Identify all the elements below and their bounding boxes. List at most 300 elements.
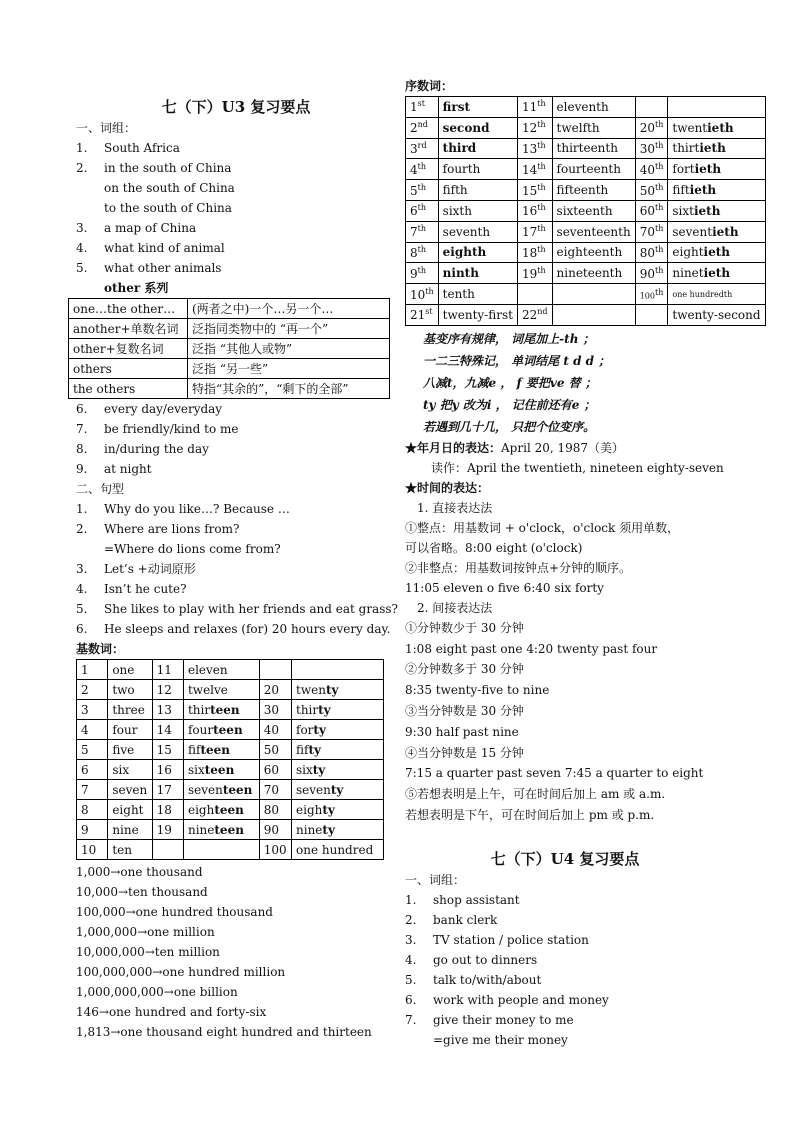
rhyme-line: 一二三特殊记， 单词结尾 t d d ； bbox=[423, 353, 611, 368]
cardinal-word-cell bbox=[108, 680, 152, 700]
u4-phrase-item bbox=[405, 950, 725, 970]
ordinal-word: sixteenth bbox=[556, 203, 613, 218]
suffix: ieth bbox=[707, 120, 734, 135]
cardinal-number: 20 bbox=[259, 680, 291, 700]
other-meaning: 特指“其余的”，“剩下的全部” bbox=[188, 379, 390, 399]
ordinal-word-cell bbox=[552, 242, 635, 263]
cardinal-word-cell bbox=[108, 780, 152, 800]
sentence-item bbox=[76, 519, 396, 539]
phrase-list bbox=[76, 138, 396, 278]
ordinal-word: fortieth bbox=[672, 162, 722, 177]
cardinal-row bbox=[77, 740, 384, 760]
suffix: teen bbox=[214, 802, 244, 817]
suffix: teen bbox=[222, 782, 253, 797]
cardinal-word: eighteen bbox=[187, 802, 244, 817]
cardinal-word: eighty bbox=[296, 802, 335, 817]
suffix: ieth bbox=[693, 203, 721, 218]
item-number: 4. bbox=[76, 582, 88, 596]
ordinal-word-cell bbox=[668, 263, 765, 284]
item-text: Why do you like…? Because … bbox=[104, 502, 290, 516]
ordinal-suffix: nd bbox=[537, 307, 548, 317]
ordinal-word-cell bbox=[552, 97, 635, 118]
item-text: She likes to play with her friends and eat grass? bbox=[104, 602, 398, 616]
item-text: =Where do lions come from? bbox=[104, 542, 281, 556]
indirect-line: 8:35 twenty-five to nine bbox=[405, 683, 550, 698]
cardinal-word: sixty bbox=[296, 762, 326, 777]
date-label: ★年月日的表达： bbox=[405, 440, 502, 455]
cardinal-number: 11 bbox=[152, 660, 183, 680]
ordinal-digits: 19 bbox=[521, 266, 538, 281]
suffix: teen bbox=[210, 702, 240, 717]
suffix: ty bbox=[308, 742, 321, 757]
big-number-item: 1,813→one thousand eight hundred and thirteen bbox=[76, 1025, 372, 1039]
ordinal-word-cell bbox=[438, 200, 517, 221]
cardinal-number: 90 bbox=[259, 820, 291, 840]
item-number: 3. bbox=[405, 932, 417, 947]
ordinal-word-cell bbox=[668, 284, 765, 305]
ordinal-word-cell bbox=[438, 221, 517, 242]
item-text: TV station / police station bbox=[433, 932, 589, 947]
cardinal-word: seven bbox=[112, 782, 148, 797]
cardinal-word-cell bbox=[108, 820, 152, 840]
ordinal-row bbox=[406, 263, 766, 284]
direct-line: 11:05 eleven o five 6:40 six forty bbox=[405, 580, 604, 595]
sentence-item bbox=[76, 619, 396, 639]
ordinal-word-cell bbox=[668, 117, 765, 138]
other-meaning: (两者之中)一个…另一个… bbox=[188, 299, 390, 319]
item-text: every day/everyday bbox=[104, 402, 223, 416]
left-column bbox=[73, 96, 398, 1042]
ordinal-suffix: th bbox=[417, 182, 427, 192]
u4-phrase-item bbox=[405, 890, 725, 910]
ordinal-word: fifth bbox=[442, 183, 468, 198]
cardinal-row bbox=[77, 800, 384, 820]
cardinal-word-cell bbox=[183, 800, 259, 820]
u4-phrase-list bbox=[405, 890, 725, 1050]
item-text: shop assistant bbox=[433, 892, 520, 907]
cardinal-word-cell bbox=[108, 740, 152, 760]
cardinal-word-cell bbox=[292, 780, 384, 800]
item-text: be friendly/kind to me bbox=[104, 422, 239, 436]
ordinal-digits: 90 bbox=[639, 266, 655, 281]
phrase-item bbox=[76, 198, 396, 218]
ordinal-number bbox=[406, 159, 439, 180]
ordinal-word: second bbox=[442, 120, 490, 135]
item-number: 7. bbox=[76, 422, 88, 436]
ordinal-suffix: st bbox=[417, 99, 425, 109]
cardinal-number: 8 bbox=[77, 800, 108, 820]
cardinal-number: 2 bbox=[77, 680, 108, 700]
ordinal-suffix: th bbox=[537, 224, 546, 234]
ordinal-word: eighteenth bbox=[556, 245, 623, 260]
cardinal-number: 3 bbox=[77, 700, 108, 720]
ordinal-digits: 18 bbox=[521, 245, 538, 260]
ordinal-row bbox=[406, 180, 766, 201]
right-column bbox=[405, 76, 761, 1050]
ordinal-digits: 14 bbox=[521, 162, 538, 177]
cardinal-word-cell bbox=[108, 760, 152, 780]
direct-line: ②非整点：用基数词按钟点+分钟的顺序。 bbox=[405, 560, 632, 575]
ordinal-suffix: rd bbox=[417, 140, 427, 150]
ordinal-digits: 12 bbox=[521, 121, 538, 136]
ordinal-word-cell bbox=[668, 180, 765, 201]
ordinal-digits: 17 bbox=[521, 225, 538, 240]
item-number: 2. bbox=[405, 912, 417, 927]
sentence-item bbox=[76, 539, 396, 559]
cardinal-number: 15 bbox=[152, 740, 183, 760]
suffix: ty bbox=[318, 702, 331, 717]
cardinal-number: 12 bbox=[152, 680, 183, 700]
cardinal-row bbox=[77, 660, 384, 680]
ordinal-digits: 7 bbox=[410, 225, 418, 240]
phrases-heading: 一、词组： bbox=[76, 121, 137, 135]
ordinal-digits: 8 bbox=[410, 245, 418, 260]
ordinal-suffix: nd bbox=[417, 120, 428, 130]
ordinal-suffix: th bbox=[425, 286, 434, 296]
cardinal-word: sixteen bbox=[187, 762, 235, 777]
ordinal-word-cell bbox=[438, 180, 517, 201]
cardinal-number: 18 bbox=[152, 800, 183, 820]
ordinal-digits: 13 bbox=[521, 141, 538, 156]
ordinal-word-cell bbox=[438, 117, 517, 138]
other-term: the others bbox=[69, 379, 188, 399]
ordinal-number bbox=[517, 180, 552, 201]
cardinal-number: 100 bbox=[259, 840, 291, 860]
ordinal-word: tenth bbox=[442, 287, 475, 302]
ordinal-suffix: st bbox=[425, 307, 433, 317]
date-expression bbox=[405, 438, 725, 458]
cardinal-word: twenty bbox=[296, 682, 339, 697]
cardinal-number: 6 bbox=[77, 760, 108, 780]
rhyme-line: 八减t，九减e ， f 要把ve 替 ； bbox=[423, 375, 597, 390]
suffix: ty bbox=[322, 822, 335, 837]
phrase-item bbox=[76, 218, 396, 238]
other-meaning: 泛指 “其他人或物” bbox=[188, 339, 390, 359]
ordinal-word-cell bbox=[668, 159, 765, 180]
sentence-item bbox=[76, 499, 396, 519]
ordinal-word: ninetieth bbox=[672, 266, 731, 281]
indirect-method-list bbox=[405, 618, 725, 826]
ordinal-digits: 50 bbox=[639, 183, 655, 198]
other-term: other+复数名词 bbox=[69, 339, 188, 359]
ordinal-digits: 30 bbox=[639, 141, 655, 156]
item-text: give their money to me bbox=[433, 1012, 574, 1027]
ordinal-number bbox=[635, 97, 668, 118]
suffix: ty bbox=[330, 782, 344, 797]
ordinal-digits: 22 bbox=[521, 308, 538, 323]
cardinal-number: 7 bbox=[77, 780, 108, 800]
ordinal-number bbox=[406, 263, 439, 284]
big-number-item: 1,000→one thousand bbox=[76, 865, 203, 879]
direct-heading: 1. 直接表达法 bbox=[417, 500, 493, 515]
cardinal-word-cell bbox=[183, 680, 259, 700]
cardinal-word-cell bbox=[183, 780, 259, 800]
cardinal-word-cell bbox=[292, 700, 384, 720]
item-text: at night bbox=[104, 462, 152, 476]
item-text: to the south of China bbox=[104, 201, 232, 215]
ordinal-suffix: th bbox=[417, 161, 427, 171]
item-number: 5. bbox=[76, 261, 88, 275]
ordinal-word-cell bbox=[438, 242, 517, 263]
other-row bbox=[69, 299, 390, 319]
ordinal-number bbox=[517, 159, 552, 180]
item-text: a map of China bbox=[104, 221, 197, 235]
ordinal-number bbox=[517, 221, 552, 242]
ordinal-word: eleventh bbox=[556, 99, 609, 114]
ordinal-row bbox=[406, 242, 766, 263]
ordinal-word: fiftieth bbox=[672, 183, 717, 198]
suffix: ieth bbox=[712, 224, 739, 239]
ordinal-suffix: th bbox=[655, 244, 664, 254]
item-number: 6. bbox=[76, 402, 88, 416]
ordinal-word: twelfth bbox=[556, 120, 600, 135]
suffix: ty bbox=[312, 762, 326, 777]
sentence-item bbox=[76, 559, 396, 579]
page-title-u4: 七（下）U4 复习要点 bbox=[490, 849, 640, 868]
item-number: 6. bbox=[405, 992, 417, 1007]
ordinal-word: third bbox=[442, 141, 477, 156]
ordinal-number bbox=[406, 284, 439, 305]
cardinal-word: two bbox=[112, 682, 135, 697]
suffix: teen bbox=[204, 762, 235, 777]
cardinal-number: 80 bbox=[259, 800, 291, 820]
ordinal-suffix: th bbox=[655, 161, 664, 171]
item-text: He sleeps and relaxes (for) 20 hours every day. bbox=[104, 622, 391, 636]
big-number-item: 1,000,000→one million bbox=[76, 925, 215, 939]
ordinal-suffix: th bbox=[655, 287, 664, 297]
cardinal-word-cell bbox=[183, 840, 259, 860]
ordinal-word-cell bbox=[438, 304, 517, 325]
cardinal-number: 9 bbox=[77, 820, 108, 840]
big-number-item: 1,000,000,000→one billion bbox=[76, 985, 238, 999]
ordinal-word: nineteenth bbox=[556, 266, 623, 281]
cardinal-row bbox=[77, 680, 384, 700]
direct-method-list bbox=[405, 518, 725, 598]
cardinal-word-cell bbox=[183, 720, 259, 740]
cardinal-number: 17 bbox=[152, 780, 183, 800]
cardinal-number: 30 bbox=[259, 700, 291, 720]
big-number-item: 100,000→one hundred thousand bbox=[76, 905, 273, 919]
cardinal-word-cell bbox=[183, 760, 259, 780]
ordinal-word-cell bbox=[552, 263, 635, 284]
cardinal-word-cell bbox=[108, 800, 152, 820]
ordinal-row bbox=[406, 159, 766, 180]
ordinal-number bbox=[517, 284, 552, 305]
ordinal-row bbox=[406, 138, 766, 159]
phrase-item bbox=[76, 459, 396, 479]
cardinal-heading: 基数词： bbox=[76, 642, 125, 656]
cardinal-word: thirteen bbox=[187, 702, 240, 717]
page-title-u3: 七（下）U3 复习要点 bbox=[161, 98, 311, 116]
item-number: 7. bbox=[405, 1012, 417, 1027]
ordinal-suffix: th bbox=[537, 244, 546, 254]
cardinal-word: fifty bbox=[296, 742, 321, 757]
item-number: 3. bbox=[76, 562, 88, 576]
ordinal-digits: 1 bbox=[410, 100, 418, 115]
ordinal-word-cell bbox=[668, 138, 765, 159]
ordinal-number bbox=[406, 97, 439, 118]
cardinal-number: 70 bbox=[259, 780, 291, 800]
ordinal-word: seventeenth bbox=[556, 224, 631, 239]
ordinal-suffix: th bbox=[417, 203, 427, 213]
item-text: work with people and money bbox=[433, 992, 609, 1007]
u4-phrase-item bbox=[405, 910, 725, 930]
cardinal-word-cell bbox=[108, 700, 152, 720]
ordinal-word: twenty-first bbox=[442, 307, 513, 322]
cardinal-word: fifteen bbox=[187, 742, 230, 757]
cardinal-word-cell bbox=[292, 680, 384, 700]
cardinal-word: nineteen bbox=[187, 822, 244, 837]
ordinal-digits: 20 bbox=[639, 121, 655, 136]
other-meaning: 泛指 “另一些” bbox=[188, 359, 390, 379]
cardinal-word-cell bbox=[292, 740, 384, 760]
u4-phrase-item bbox=[405, 990, 725, 1010]
ordinal-word: one hundredth bbox=[672, 289, 733, 299]
ordinal-digits: 10 bbox=[410, 287, 426, 302]
ordinal-number bbox=[406, 117, 439, 138]
ordinal-number bbox=[635, 200, 668, 221]
cardinal-number: 60 bbox=[259, 760, 291, 780]
item-text: talk to/with/about bbox=[433, 972, 542, 987]
cardinal-word: seventy bbox=[296, 782, 344, 797]
phrase-item bbox=[76, 258, 396, 278]
rhyme-line: ty 把y 改为i ， 记住前还有e ； bbox=[423, 397, 596, 412]
u4-phrase-item bbox=[405, 1010, 725, 1030]
other-row bbox=[69, 359, 390, 379]
ordinal-suffix: th bbox=[417, 224, 427, 234]
ordinal-row bbox=[406, 304, 766, 325]
sentence-item bbox=[76, 599, 396, 619]
cardinal-table bbox=[76, 659, 384, 860]
cardinal-number: 50 bbox=[259, 740, 291, 760]
cardinal-word-cell bbox=[292, 800, 384, 820]
phrase-item bbox=[76, 399, 396, 419]
big-number-item: 100,000,000→one hundred million bbox=[76, 965, 286, 979]
ordinal-suffix: th bbox=[537, 203, 546, 213]
cardinal-number: 5 bbox=[77, 740, 108, 760]
ordinal-number bbox=[406, 304, 439, 325]
cardinal-word-cell bbox=[292, 820, 384, 840]
ordinal-digits: 60 bbox=[639, 204, 655, 219]
ordinal-word-cell bbox=[438, 284, 517, 305]
indirect-line: 1:08 eight past one 4:20 twenty past four bbox=[405, 641, 658, 656]
ordinal-word: sixth bbox=[442, 203, 472, 218]
cardinal-number bbox=[152, 840, 183, 860]
cardinal-word: forty bbox=[296, 722, 326, 737]
ordinal-word-cell bbox=[552, 159, 635, 180]
cardinal-number: 16 bbox=[152, 760, 183, 780]
sentences-heading: 二、句型 bbox=[76, 482, 125, 496]
cardinal-row bbox=[77, 780, 384, 800]
item-text: Isn’t he cute? bbox=[104, 582, 187, 596]
ordinal-number bbox=[635, 242, 668, 263]
cardinal-row bbox=[77, 720, 384, 740]
suffix: ieth bbox=[699, 141, 726, 156]
cardinal-number: 13 bbox=[152, 700, 183, 720]
ordinal-digits: 2 bbox=[410, 121, 418, 136]
cardinal-word-cell bbox=[108, 660, 152, 680]
item-number: 1. bbox=[76, 141, 88, 155]
ordinal-digits: 5 bbox=[410, 183, 418, 198]
cardinal-word: thirty bbox=[296, 702, 331, 717]
ordinal-word-cell bbox=[438, 97, 517, 118]
cardinal-row bbox=[77, 820, 384, 840]
ordinal-digits: 6 bbox=[410, 204, 418, 219]
ordinal-word: eighth bbox=[442, 245, 487, 260]
ordinal-number bbox=[517, 242, 552, 263]
ordinal-digits: 16 bbox=[521, 204, 538, 219]
ordinal-word: twenty-second bbox=[672, 307, 761, 322]
ordinal-digits: 15 bbox=[521, 183, 538, 198]
ordinal-word-cell bbox=[438, 138, 517, 159]
indirect-line: 7:15 a quarter past seven 7:45 a quarter to eight bbox=[405, 766, 704, 781]
ordinal-word-cell bbox=[438, 263, 517, 284]
item-text: in/during the day bbox=[104, 442, 209, 456]
ordinal-word-cell bbox=[552, 138, 635, 159]
ordinal-word: fourth bbox=[442, 162, 481, 177]
ordinal-number bbox=[635, 284, 668, 305]
suffix: teen bbox=[213, 722, 243, 737]
indirect-line: 若想表明是下午，可在时间后加上 pm 或 p.m. bbox=[405, 807, 655, 822]
item-text: go out to dinners bbox=[433, 952, 538, 967]
phrase-list-2 bbox=[76, 399, 396, 479]
cardinal-row bbox=[77, 700, 384, 720]
cardinal-word: one bbox=[112, 662, 135, 677]
other-term: another+单数名词 bbox=[69, 319, 188, 339]
ordinal-word-cell bbox=[552, 180, 635, 201]
ordinal-number bbox=[406, 242, 439, 263]
other-term: one…the other… bbox=[69, 299, 188, 319]
cardinal-word-cell bbox=[183, 660, 259, 680]
ordinal-number bbox=[635, 221, 668, 242]
u4-phrase-item bbox=[405, 930, 725, 950]
item-text: in the south of China bbox=[104, 161, 232, 175]
cardinal-word: one hundred bbox=[296, 842, 374, 857]
cardinal-word: three bbox=[112, 702, 145, 717]
ordinal-row bbox=[406, 200, 766, 221]
cardinal-word-cell bbox=[108, 840, 152, 860]
cardinal-number: 19 bbox=[152, 820, 183, 840]
cardinal-word-cell bbox=[183, 820, 259, 840]
cardinal-number: 4 bbox=[77, 720, 108, 740]
item-number: 8. bbox=[76, 442, 88, 456]
ordinal-suffix: th bbox=[655, 224, 664, 234]
suffix: ty bbox=[322, 802, 335, 817]
cardinal-word: eleven bbox=[187, 662, 228, 677]
cardinal-word-cell bbox=[183, 740, 259, 760]
cardinal-word: ten bbox=[112, 842, 132, 857]
ordinal-row bbox=[406, 117, 766, 138]
ordinal-number bbox=[517, 138, 552, 159]
phrase-item bbox=[76, 439, 396, 459]
indirect-line: ④当分钟数是 15 分钟 bbox=[405, 745, 524, 760]
phrase-item bbox=[76, 419, 396, 439]
cardinal-number: 1 bbox=[77, 660, 108, 680]
item-number: 5. bbox=[76, 602, 88, 616]
ordinal-row bbox=[406, 97, 766, 118]
big-number-list bbox=[76, 862, 396, 1042]
item-text: what kind of animal bbox=[104, 241, 225, 255]
ordinal-suffix: th bbox=[537, 140, 546, 150]
ordinal-number bbox=[406, 200, 439, 221]
ordinal-digits: 4 bbox=[410, 162, 418, 177]
ordinal-suffix: th bbox=[655, 182, 664, 192]
ordinal-digits: 21 bbox=[410, 308, 426, 323]
ordinal-number bbox=[635, 159, 668, 180]
ordinal-word: first bbox=[442, 99, 471, 114]
ordinal-word: seventh bbox=[442, 224, 491, 239]
ordinal-suffix: th bbox=[655, 140, 664, 150]
